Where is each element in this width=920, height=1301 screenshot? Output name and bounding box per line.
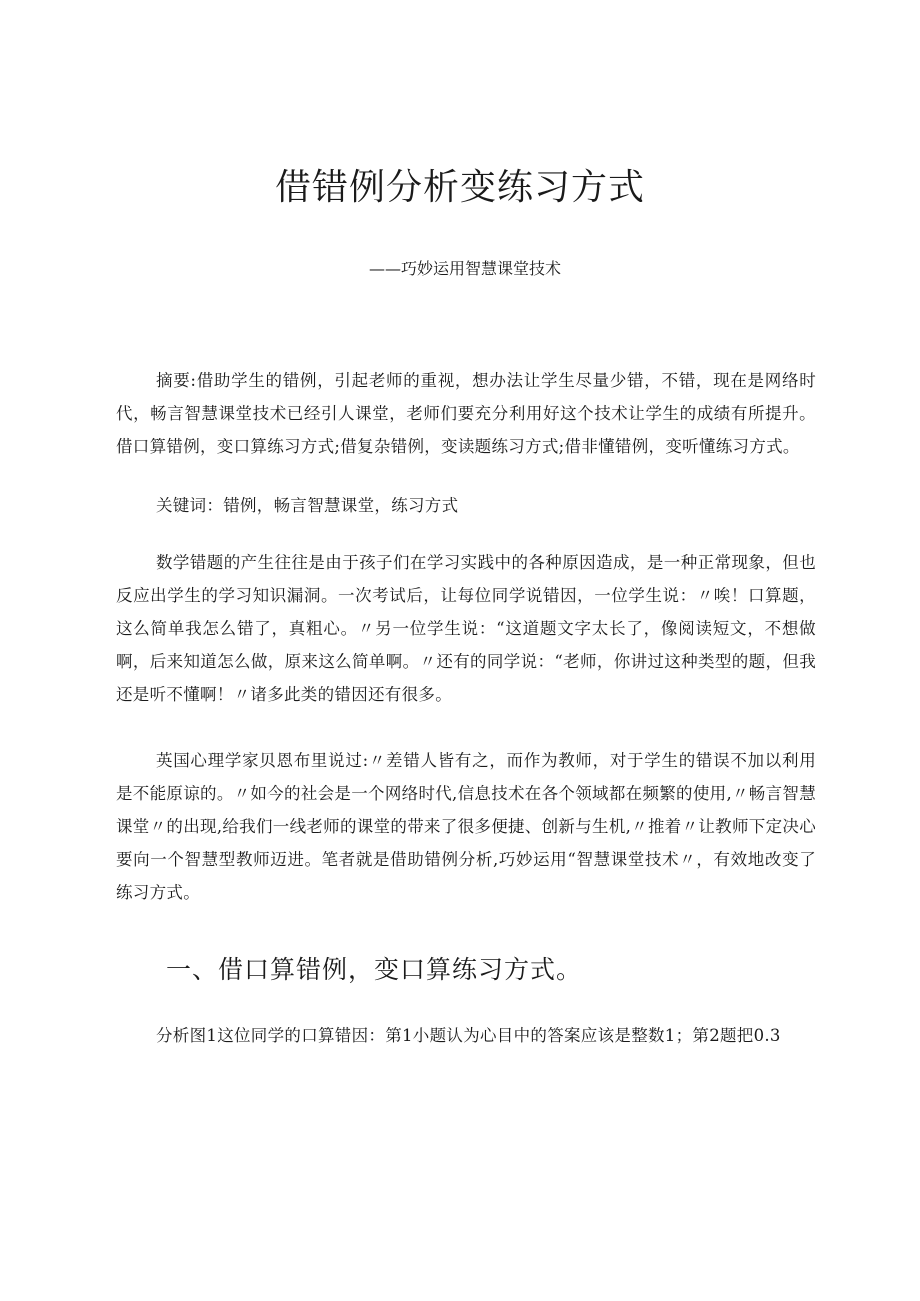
document-subtitle: ——巧妙运用智慧课堂技术 (368, 259, 561, 278)
section-heading: 一、借口算错例，变口算练习方式。 (166, 955, 583, 984)
document-title: 借错例分析变练习方式 (274, 167, 645, 208)
body-paragraph: 分析图1这位同学的口算错因：第1小题认为心目中的答案应该是整数1；第2题把0.3 (156, 1026, 781, 1045)
abstract-paragraph: 摘要:借助学生的错例，引起老师的重视，想办法让学生尽量少错，不错，现在是网络时代，畅言智慧课堂技术已经引人课堂，老师们要充分利用好这个技术让学生的成绩有所提升。借口算错例，变口算练习方式;借复杂错例，变读题练习方式;借非懂错例，变听懂练习方式。 (116, 371, 816, 456)
keywords-paragraph: 关键词：错例，畅言智慧课堂，练习方式 (156, 496, 459, 515)
body-paragraph: 英国心理学家贝恩布里说过:〃差错人皆有之，而作为教师，对于学生的错误不加以利用是不能原谅的。〃如今的社会是一个网络时代,信息技术在各个领域都在频繁的使用,〃畅言智慧课堂〃的出现,给我们一线老师的课堂的带来了很多便捷、创新与生机,〃推着〃让教师下定决心要向一个智慧型教师迈进。笔者就是借助错例分析,巧妙运用“智慧课堂技术〃，有效地改变了练习方式。 (116, 751, 816, 902)
body-paragraph: 数学错题的产生往往是由于孩子们在学习实践中的各种原因造成，是一种正常现象，但也反应出学生的学习知识漏洞。一次考试后，让每位同学说错因，一位学生说：〃唉！口算题，这么简单我怎么错了，真粗心。〃另一位学生说：“这道题文字太长了，像阅读短文，不想做啊，后来知道怎么做，原来这么简单啊。〃还有的同学说：“老师，你讲过这种类型的题，但我还是听不懂啊！〃诸多此类的错因还有很多。 (116, 553, 816, 704)
